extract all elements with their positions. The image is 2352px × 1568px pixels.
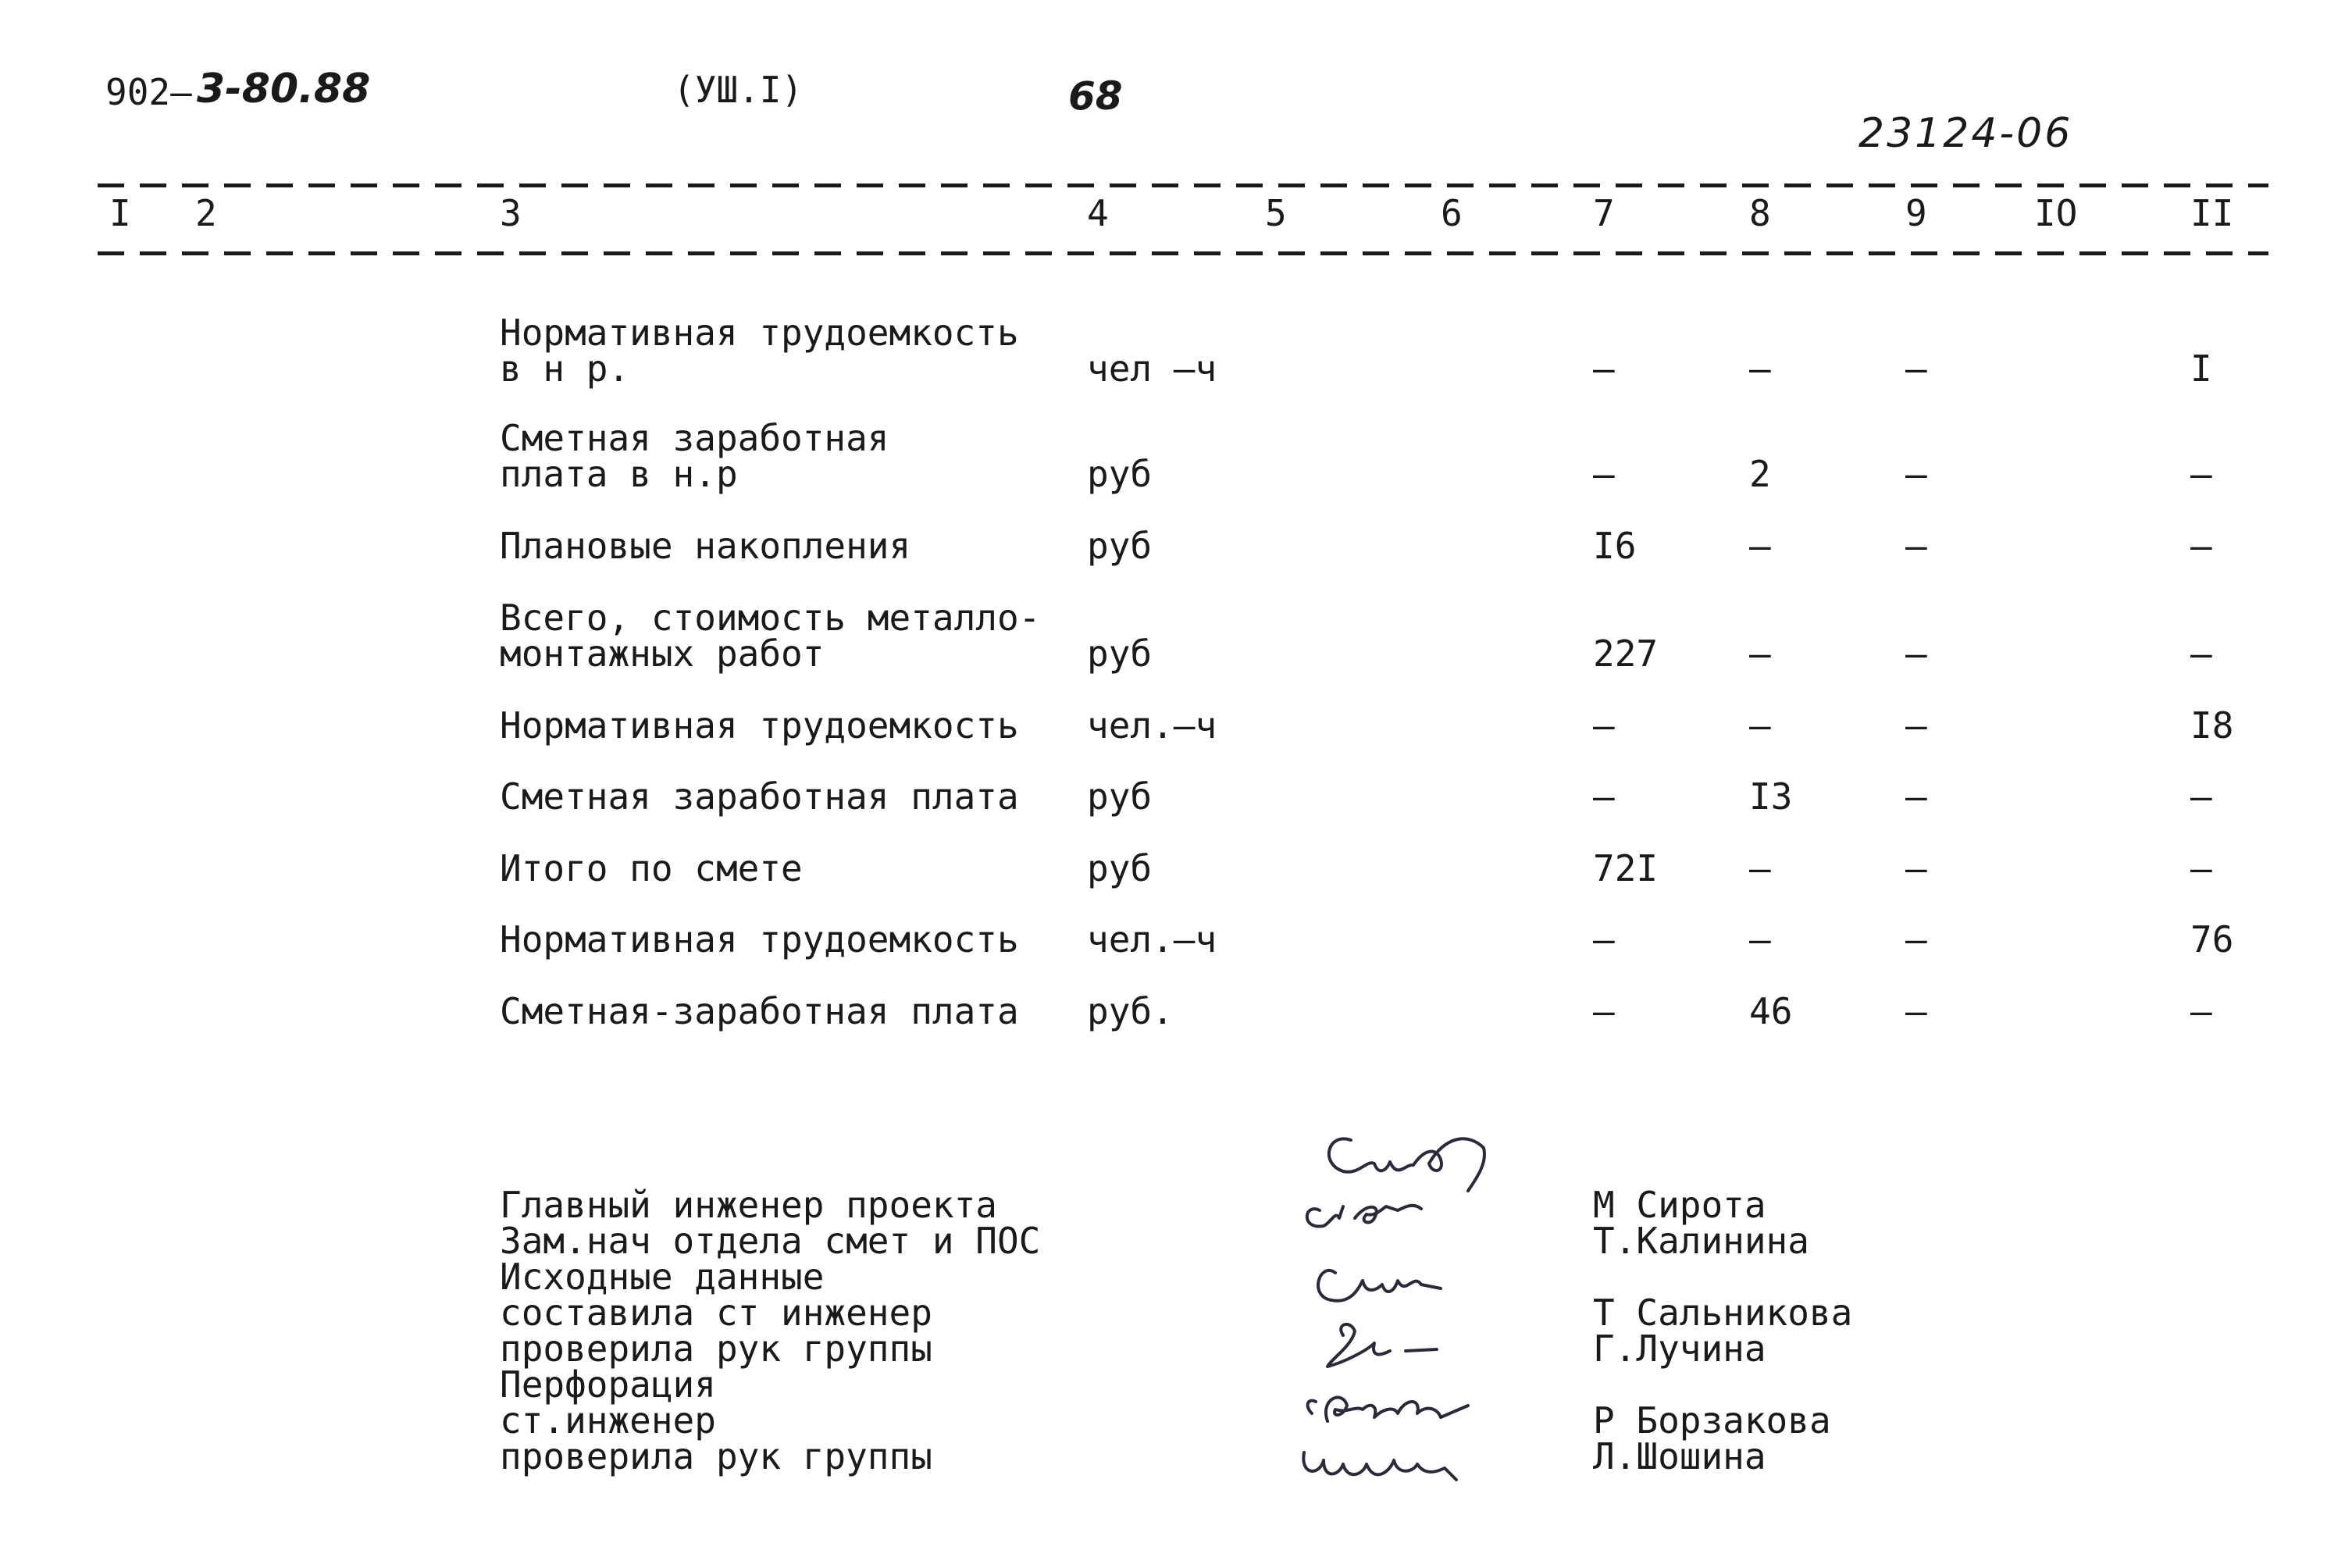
cell-col-9: – [1905, 633, 1927, 675]
cell-col-8: – [1749, 704, 1771, 747]
signatory-name: Т Сальникова [1593, 1292, 1853, 1334]
cell-col-9: – [1905, 453, 1927, 495]
cell-col-8: – [1749, 525, 1771, 567]
cell-col-7: – [1593, 453, 1615, 495]
cell-col-8: 2 [1749, 453, 1771, 495]
cell-col-9: – [1905, 347, 1927, 390]
cell-col-8: – [1749, 847, 1771, 889]
signatory-name: Т.Калинина [1593, 1220, 1809, 1262]
column-header-7: 7 [1593, 192, 1615, 234]
row-name: Нормативная трудоемкость в н р. [500, 312, 1019, 390]
signature-role: проверила рук группы [500, 1327, 932, 1370]
row-unit: руб. [1087, 990, 1174, 1032]
column-header-2: 2 [195, 192, 217, 234]
column-header-8: 8 [1749, 192, 1771, 234]
signature-role: Главный инженер проекта [500, 1184, 997, 1226]
header-rule-top [98, 184, 2268, 187]
column-header-10: IO [2034, 192, 2078, 234]
column-header-9: 9 [1905, 192, 1927, 234]
signature-role: Перфорация [500, 1363, 716, 1406]
column-header-4: 4 [1087, 192, 1109, 234]
row-name: Сметная заработная плата в н.р [500, 417, 889, 495]
cell-col-9: – [1905, 847, 1927, 889]
signature-names [1593, 1184, 1853, 1477]
signature-role: Зам.нач отдела смет и ПОС [500, 1220, 1041, 1262]
column-header-1: I [109, 192, 131, 234]
signatory-name: М Сирота [1593, 1184, 1766, 1226]
cell-col-8: – [1749, 347, 1771, 390]
cell-col-7: – [1593, 918, 1615, 960]
cell-col-8: – [1749, 633, 1771, 675]
cell-col-7: 72I [1593, 847, 1659, 889]
signature-roles [500, 1184, 1041, 1477]
row-unit: чел –ч [1087, 347, 1217, 390]
cell-col-9: – [1905, 525, 1927, 567]
column-header-5: 5 [1265, 192, 1287, 234]
signatory-name: Л.Шошина [1593, 1435, 1766, 1477]
signature-kalinina [1307, 1206, 1421, 1227]
cell-col-8: – [1749, 918, 1771, 960]
signatory-name: Г.Лучина [1593, 1327, 1766, 1370]
signature-sirota [1329, 1139, 1484, 1191]
cell-col-7: – [1593, 775, 1615, 818]
signature-shoshina [1303, 1452, 1456, 1480]
stamp-number: 23124-06 [1858, 110, 2073, 157]
doc-number-handwritten: 3-80.88 [197, 66, 371, 112]
row-unit: руб [1087, 775, 1153, 818]
row-unit: руб [1087, 847, 1153, 889]
signatory-name [1593, 1367, 1852, 1402]
signature-role: проверила рук группы [500, 1435, 932, 1477]
row-name: Плановые накопления [500, 525, 911, 567]
cell-col-11: I [2190, 347, 2212, 390]
cell-col-9: – [1905, 990, 1927, 1032]
cell-col-7: – [1593, 704, 1615, 747]
row-unit: руб [1087, 633, 1153, 675]
signature-role: ст.инженер [500, 1399, 716, 1441]
row-unit: руб [1087, 453, 1153, 495]
header-rule-bottom [98, 251, 2268, 255]
row-unit: чел.–ч [1087, 704, 1217, 747]
row-name: Сметная заработная плата [500, 775, 1019, 818]
section-label: (УШ.I) [673, 69, 804, 111]
cell-col-9: – [1905, 918, 1927, 960]
cell-col-8: I3 [1749, 775, 1793, 818]
signature-luchina [1327, 1324, 1437, 1367]
column-header-6: 6 [1441, 192, 1463, 234]
row-name: Итого по смете [500, 847, 803, 889]
cell-col-11: – [2190, 525, 2212, 567]
page-number: 68 [1068, 73, 1123, 119]
cell-col-11: I8 [2190, 704, 2234, 747]
row-name: Нормативная трудоемкость [500, 918, 1019, 960]
signatory-name: Р Борзакова [1593, 1399, 1831, 1441]
row-name: Нормативная трудоемкость [500, 704, 1019, 747]
cell-col-7: 227 [1593, 633, 1659, 675]
handwritten-signatures [1288, 1117, 1585, 1491]
row-name: Сметная-заработная плата [500, 990, 1019, 1032]
column-header-3: 3 [500, 192, 522, 234]
cell-col-7: – [1593, 347, 1615, 390]
cell-col-9: – [1905, 704, 1927, 747]
row-unit: руб [1087, 525, 1153, 567]
cell-col-11: – [2190, 990, 2212, 1032]
cell-col-9: – [1905, 775, 1927, 818]
cell-col-11: – [2190, 775, 2212, 818]
row-name: Всего, стоимость металло- монтажных работ [500, 597, 1041, 675]
signature-salnikova [1318, 1270, 1441, 1301]
cell-col-11: 76 [2190, 918, 2234, 960]
signature-borzakova [1308, 1398, 1468, 1421]
cell-col-7: I6 [1593, 525, 1637, 567]
cell-col-8: 46 [1749, 990, 1793, 1032]
cell-col-11: – [2190, 847, 2212, 889]
column-header-11: II [2190, 192, 2234, 234]
row-unit: чел.–ч [1087, 918, 1217, 960]
signature-role: составила ст инженер [500, 1292, 932, 1334]
signatory-name [1593, 1259, 1852, 1295]
cell-col-11: – [2190, 633, 2212, 675]
cell-col-7: – [1593, 990, 1615, 1032]
signature-role: Исходные данные [500, 1256, 825, 1298]
cell-col-11: – [2190, 453, 2212, 495]
doc-number-printed: 902– [105, 71, 192, 113]
